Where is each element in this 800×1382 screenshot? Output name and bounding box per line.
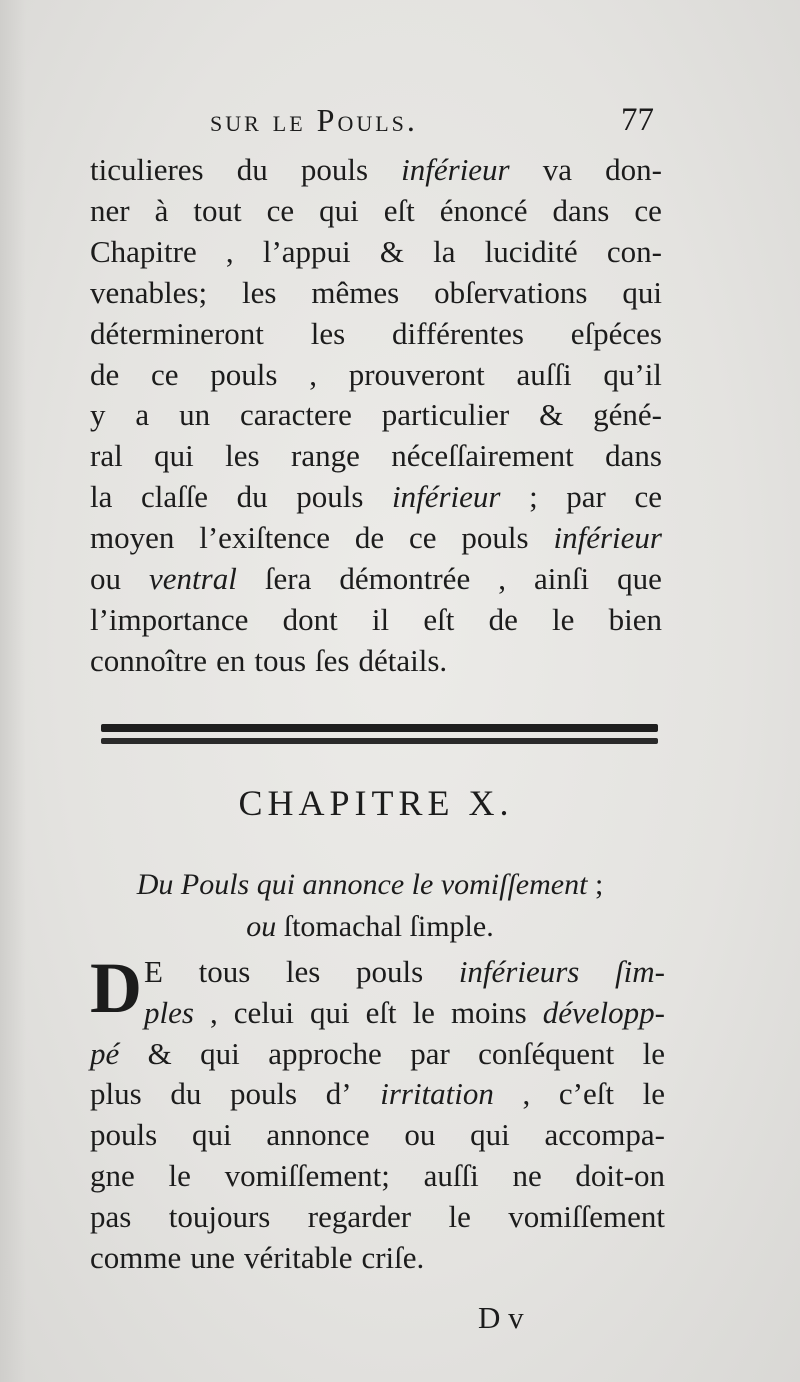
word: une xyxy=(190,1239,236,1275)
word: conſéquent xyxy=(478,1035,615,1071)
word: eſpéces xyxy=(570,315,662,351)
text-line xyxy=(90,600,662,641)
word: tout xyxy=(193,192,242,228)
text-line xyxy=(90,314,662,355)
word: comme xyxy=(90,1239,182,1275)
word: il xyxy=(371,601,390,637)
running-head: sur le Pouls. xyxy=(210,102,418,138)
text-line xyxy=(90,191,662,232)
italic-word: inférieur xyxy=(401,152,510,187)
subtitle-line-1 xyxy=(70,864,670,906)
word: ne xyxy=(512,1157,542,1193)
word: tous xyxy=(198,954,251,989)
word: ou xyxy=(404,1117,436,1153)
text-line xyxy=(90,355,662,396)
word: doit-on xyxy=(575,1157,665,1193)
text-line xyxy=(90,273,662,314)
subtitle-line-1-end: ; xyxy=(594,868,604,901)
italic-word: irritation xyxy=(380,1076,494,1112)
word: eſt xyxy=(383,192,415,228)
word: les xyxy=(285,954,321,989)
text-line xyxy=(90,1034,665,1075)
word: ce xyxy=(634,479,662,515)
word: l’importance xyxy=(90,601,249,637)
word: que xyxy=(617,561,662,597)
word: range xyxy=(291,438,360,474)
word: les xyxy=(225,438,260,474)
word: auſſi xyxy=(423,1157,479,1193)
word: bien xyxy=(608,601,662,637)
word: , xyxy=(225,233,234,269)
text-line xyxy=(90,993,665,1034)
word: accompa- xyxy=(544,1117,665,1153)
word: particulier xyxy=(381,397,510,433)
word: du xyxy=(236,479,268,515)
word: E xyxy=(144,954,163,989)
word: qui xyxy=(200,1035,240,1071)
word: pouls xyxy=(210,356,278,392)
italic-word: pé xyxy=(90,1035,120,1071)
text-line xyxy=(90,952,665,993)
word: a xyxy=(135,397,150,433)
text-line xyxy=(90,1197,665,1238)
word: de xyxy=(354,520,385,556)
word: criſe. xyxy=(361,1239,425,1275)
word: le xyxy=(168,1157,191,1193)
word: ner xyxy=(90,192,130,228)
word: ce xyxy=(634,192,662,228)
word: gne xyxy=(90,1157,135,1193)
word: détails. xyxy=(358,642,448,678)
word: pouls xyxy=(300,152,369,187)
text-line xyxy=(90,1074,665,1115)
word: celui xyxy=(233,994,294,1030)
word: ainſi xyxy=(534,561,590,597)
word: à xyxy=(154,192,169,228)
italic-word: développ- xyxy=(542,994,665,1030)
word: ce xyxy=(266,192,295,228)
word: ce xyxy=(409,520,437,556)
page-header xyxy=(90,102,662,146)
word: le xyxy=(642,1035,665,1071)
page-number: 77 xyxy=(621,102,654,138)
word: ſera xyxy=(264,561,312,597)
word: , xyxy=(522,1076,531,1112)
word: , xyxy=(498,561,506,597)
text-line xyxy=(90,150,662,191)
text-line xyxy=(90,436,662,477)
text-line xyxy=(90,1156,665,1197)
word: qui xyxy=(470,1117,510,1153)
word: dans xyxy=(605,438,662,474)
word: & xyxy=(539,397,564,433)
word: approche xyxy=(268,1035,382,1071)
word: qui xyxy=(622,274,662,310)
word: qui xyxy=(309,994,350,1030)
word: plus xyxy=(90,1076,142,1112)
word: regarder xyxy=(307,1198,412,1234)
word: ſes xyxy=(315,642,350,678)
text-line xyxy=(90,1238,665,1279)
word: en xyxy=(216,642,246,678)
word: les xyxy=(310,315,346,351)
chapter-divider-rule xyxy=(101,724,658,748)
word: y xyxy=(90,397,106,433)
word: géné- xyxy=(593,397,662,433)
word: , xyxy=(209,994,218,1030)
word: le xyxy=(552,601,575,637)
word: néceſſairement xyxy=(391,438,574,474)
chapter-subtitle xyxy=(70,864,670,948)
word: prouveront xyxy=(348,356,485,392)
word: l’exiſtence xyxy=(199,520,331,556)
word: claſſe xyxy=(140,479,209,515)
word: ral xyxy=(90,438,123,474)
word: connoître xyxy=(90,642,208,678)
text-line xyxy=(90,395,662,436)
word: moins xyxy=(450,994,527,1030)
word: caractere xyxy=(240,397,352,433)
word: les xyxy=(242,274,277,310)
word: vomiſſement; xyxy=(224,1157,390,1193)
word: ce xyxy=(151,356,179,392)
word: le xyxy=(412,994,435,1030)
word: ; xyxy=(529,479,538,515)
word: un xyxy=(179,397,211,433)
word: qui xyxy=(154,438,194,474)
word: pouls xyxy=(355,954,424,989)
text-line xyxy=(90,559,662,600)
italic-word: ples xyxy=(144,994,194,1030)
word: différentes xyxy=(391,315,524,351)
word: le xyxy=(642,1076,665,1112)
word: pouls xyxy=(90,1117,158,1153)
continued-paragraph xyxy=(90,150,662,682)
word: eſt xyxy=(365,994,397,1030)
word: ou xyxy=(90,561,121,597)
word: par xyxy=(410,1035,450,1071)
word: tous xyxy=(254,642,307,678)
word: d’ xyxy=(325,1076,352,1112)
word: Chapitre xyxy=(90,233,197,269)
word: énoncé xyxy=(439,192,528,228)
italic-word: ventral xyxy=(149,561,237,597)
text-line xyxy=(90,518,662,559)
word: du xyxy=(236,152,268,187)
subtitle-line-2-roman: ſtomachal ſimple. xyxy=(283,910,494,943)
word: qui xyxy=(191,1117,232,1153)
italic-word: inférieur xyxy=(553,520,662,556)
word: annonce xyxy=(266,1117,370,1153)
chapter-title: CHAPITRE X. xyxy=(238,783,514,823)
word: démontrée xyxy=(339,561,471,597)
word: moyen xyxy=(90,520,175,556)
word: auſſi xyxy=(516,356,572,392)
word: , xyxy=(309,356,317,392)
subtitle-line-2-italic: ou xyxy=(246,910,277,943)
word: eſt xyxy=(423,601,455,637)
word: dans xyxy=(552,192,610,228)
word: pas xyxy=(90,1198,132,1234)
word: vomiſſement xyxy=(508,1198,665,1234)
word: qu’il xyxy=(603,356,662,392)
word: pouls xyxy=(296,479,364,515)
word: qui xyxy=(319,192,359,228)
word: pouls xyxy=(229,1076,298,1112)
word: con- xyxy=(606,233,662,269)
italic-word: inférieurs xyxy=(458,954,580,989)
word: détermineront xyxy=(90,315,264,351)
word: ticulieres xyxy=(90,152,204,187)
word: venables; xyxy=(90,274,208,310)
word: obſervations xyxy=(434,274,588,310)
divider-thin-line xyxy=(101,738,658,744)
word: & xyxy=(379,233,404,269)
word: de xyxy=(90,356,120,392)
word: du xyxy=(170,1076,202,1112)
text-line xyxy=(90,641,662,682)
word: la xyxy=(90,479,113,515)
word: don- xyxy=(605,152,662,187)
word: pouls xyxy=(461,520,529,556)
text-line xyxy=(90,232,662,273)
word: & xyxy=(147,1035,172,1071)
subtitle-line-2 xyxy=(70,906,670,948)
divider-thick-line xyxy=(101,724,658,732)
text-line xyxy=(90,477,662,518)
italic-word: ſim- xyxy=(615,954,665,989)
subtitle-line-1-text: Du Pouls qui annonce le vomiſſement xyxy=(136,868,588,901)
word: l’appui xyxy=(262,233,351,269)
word: par xyxy=(566,479,606,515)
word: le xyxy=(448,1198,471,1234)
chapter-paragraph xyxy=(90,948,665,1278)
word: c’eſt xyxy=(558,1076,614,1112)
word: lucidité xyxy=(484,233,578,269)
italic-word: inférieur xyxy=(392,479,501,515)
word: la xyxy=(433,233,456,269)
drop-cap: D xyxy=(90,948,142,1028)
word: dont xyxy=(282,601,338,637)
text-line xyxy=(90,1115,665,1156)
word: de xyxy=(488,601,518,637)
word: mêmes xyxy=(311,274,400,310)
word: véritable xyxy=(244,1239,353,1275)
catchword-signature: D v xyxy=(478,1300,524,1335)
gutter-shadow xyxy=(0,0,26,1382)
word: toujours xyxy=(168,1198,271,1234)
word: va xyxy=(542,152,573,187)
